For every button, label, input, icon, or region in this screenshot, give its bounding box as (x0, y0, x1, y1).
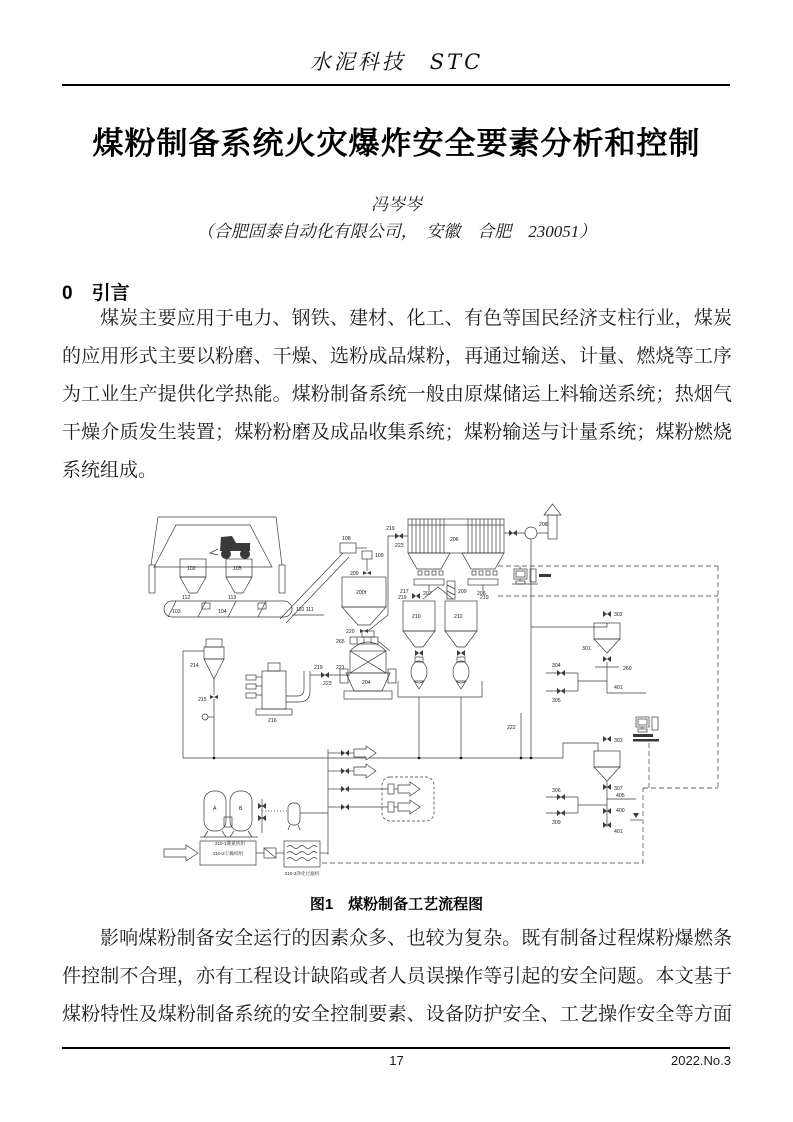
label-102: 102 (187, 566, 196, 572)
raw-coal-silo (336, 536, 390, 651)
nitrogen-system (164, 746, 434, 877)
figure-caption: 图1 煤粉制备工艺流程图 (309, 896, 484, 913)
metering-cluster-lower (546, 736, 642, 835)
label-nitrogen-dryer: 210-2干燥机组 (212, 851, 244, 856)
label-260: 260 (623, 666, 632, 672)
label-303: 303 (614, 738, 623, 744)
label-210: 210 (412, 614, 421, 620)
label-110-111: 110 111 (296, 607, 314, 613)
label-400: 400 (616, 808, 625, 814)
label-401b: 401 (614, 829, 623, 835)
label-219d: 219 (480, 595, 489, 601)
metering-cluster-upper (531, 611, 646, 704)
label-104: 104 (218, 609, 227, 615)
intro-paragraph: 煤炭主要应用于电力、钢铁、建材、化工、有色等国民经济支柱行业，煤炭的应用形式主要以粉磨、干燥、选粉成品煤粉，再通过输送、计量、燃烧等工序为工业生产提供化学热能。煤粉制备系统一般由原煤储运上料输送系统；热烟气干燥介质发生装置；煤粉粉磨及成品收集系统；煤粉输送与计量系统；煤粉燃烧系统组成。 (62, 308, 732, 481)
label-221: 221 (336, 665, 345, 671)
label-220: 220 (346, 629, 355, 635)
coal-shed (149, 517, 285, 593)
label-212: 212 (454, 614, 463, 620)
bag-filter (368, 519, 504, 631)
label-tank-a: A (213, 806, 217, 812)
label-215: 215 (198, 697, 207, 703)
author-name: 冯岑岑 (371, 195, 422, 214)
label-209a: 209 (350, 571, 359, 577)
header-rule (62, 84, 730, 86)
label-108: 108 (342, 536, 351, 542)
label-223a: 223 (323, 681, 332, 687)
label-113: 113 (228, 595, 237, 601)
label-209b: 209 (458, 589, 467, 595)
ground-symbol (633, 813, 639, 818)
metering-control-station-icon (633, 717, 659, 742)
issue-label: 2022.No.3 (671, 1053, 731, 1068)
label-109: 109 (375, 553, 384, 559)
label-214: 214 (190, 663, 199, 669)
label-405: 405 (616, 793, 625, 799)
footer-rule (62, 1047, 730, 1049)
journal-header: 水泥科技 STC (309, 50, 484, 74)
section-heading-intro: 0 引言 (62, 283, 130, 304)
label-nitrogen-tanks: 210-1制氮机组 (214, 841, 246, 846)
author-affiliation: （合肥固泰自动化有限公司， 安徽 合肥 230051） (196, 222, 597, 241)
label-216: 216 (268, 718, 277, 724)
inclined-conveyor (280, 553, 349, 623)
label-219c: 219 (398, 595, 407, 601)
label-tank-b: B (239, 806, 243, 812)
main-pipe (183, 757, 563, 760)
label-200t: 200t (356, 590, 367, 596)
label-401a: 401 (614, 685, 623, 691)
label-265: 265 (336, 639, 345, 645)
label-217: 217 (400, 589, 409, 595)
label-222: 222 (507, 725, 516, 731)
label-112: 112 (182, 595, 191, 601)
label-305: 305 (552, 698, 561, 704)
control-station-icon (512, 566, 551, 584)
fan-and-stack (504, 504, 561, 758)
label-206: 206 (450, 537, 459, 543)
vertical-mill (340, 631, 396, 699)
wheel-loader-icon (210, 536, 250, 559)
label-219b: 219 (386, 526, 395, 532)
label-223b: 223 (395, 543, 404, 549)
raw-coal-hoppers (180, 559, 252, 593)
label-207: 207 (423, 591, 432, 597)
label-204: 204 (362, 680, 371, 686)
label-208b: 208 (539, 522, 548, 528)
label-219a: 219 (314, 665, 323, 671)
product-silos (398, 581, 521, 758)
process-flow-figure (146, 503, 746, 891)
label-302: 302 (614, 612, 623, 618)
label-304: 304 (552, 663, 561, 669)
cyclone (183, 639, 224, 758)
paper-title: 煤粉制备系统火灾爆炸安全要素分析和控制 (92, 126, 701, 161)
control-system (322, 566, 718, 863)
label-307: 307 (614, 786, 623, 792)
page-number: 17 (389, 1053, 404, 1068)
label-306: 306 (552, 788, 561, 794)
label-nitrogen-filter: 210-3净化过滤机 (284, 871, 320, 876)
label-301: 301 (582, 646, 591, 652)
label-105: 105 (233, 566, 242, 572)
hot-gas-furnace (246, 663, 350, 724)
label-309: 309 (552, 820, 561, 826)
label-208a: 208 (477, 591, 486, 597)
body-paragraph-2: 影响煤粉制备安全运行的因素众多、也较为复杂。既有制备过程煤粉爆燃条件控制不合理，亦有工程设计缺陷或者人员误操作等引起的安全问题。本文基于煤粉特性及煤粉制备系统的安全控制要素、设备防护安全、工艺操作安全等方面 (62, 928, 732, 1025)
label-103: 103 (172, 609, 181, 615)
